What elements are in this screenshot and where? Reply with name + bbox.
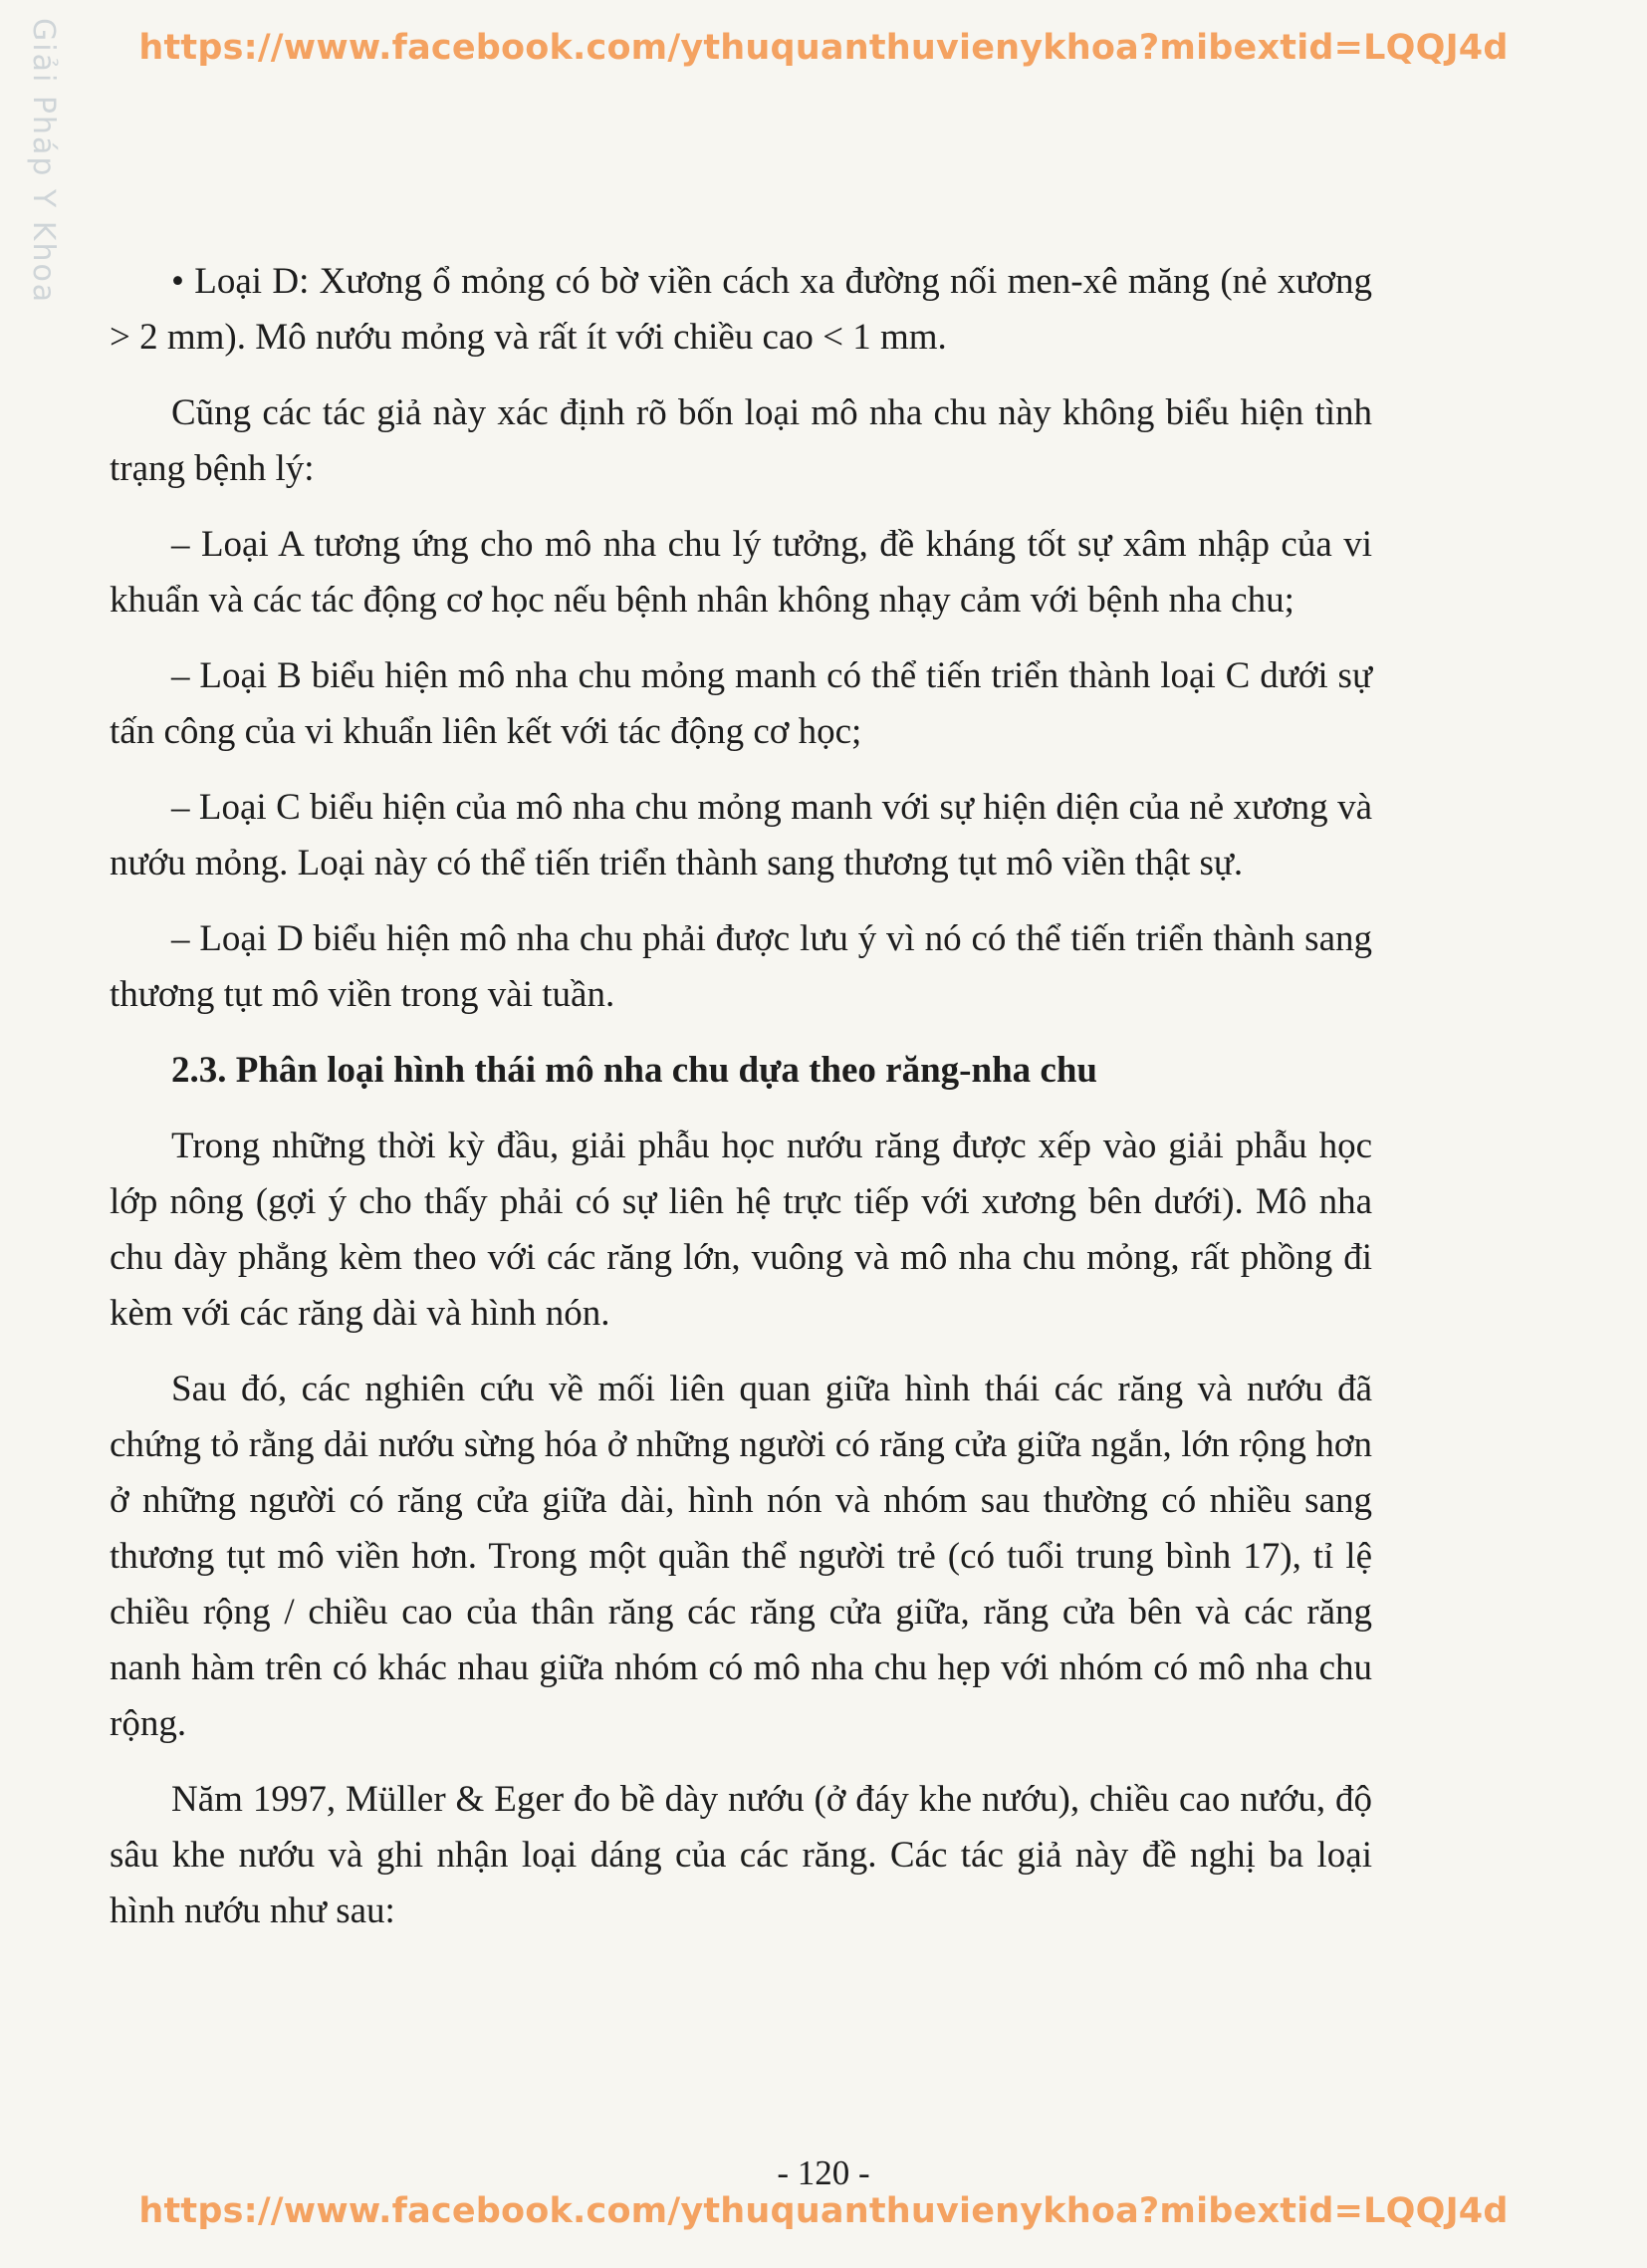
list-item-type-d: – Loại D biểu hiện mô nha chu phải được lưu ý vì nó có thể tiến triển thành sang thương tụt mô viền trong vài tuần. bbox=[110, 918, 1372, 1015]
list-item-type-b: – Loại B biểu hiện mô nha chu mỏng manh có thể tiến triển thành loại C dưới sự tấn công của vi khuẩn liên kết với tác động cơ học; bbox=[110, 655, 1372, 752]
section-heading: 2.3. Phân loại hình thái mô nha chu dựa theo răng-nha chu bbox=[171, 1050, 1097, 1091]
header-url-watermark: https://www.facebook.com/ythuquanthuvienykhoa?mibextid=LQQJ4d bbox=[138, 28, 1509, 68]
paragraph-type-d: • Loại D: Xương ổ mỏng có bờ viền cách xa đường nối men-xê măng (nẻ xương > 2 mm). Mô nướu mỏng và rất ít với chiều cao < 1 mm. bbox=[110, 261, 1372, 358]
footer-url-watermark: https://www.facebook.com/ythuquanthuvienykhoa?mibextid=LQQJ4d bbox=[138, 2191, 1509, 2231]
side-watermark: Giải Pháp Y Khoa bbox=[26, 18, 61, 305]
paragraph-authors-note: Cũng các tác giả này xác định rõ bốn loại mô nha chu này không biểu hiện tình trạng bệnh lý: bbox=[110, 392, 1372, 489]
paragraph-muller-eger: Năm 1997, Müller & Eger đo bề dày nướu (ở đáy khe nướu), chiều cao nướu, độ sâu khe nướu và ghi nhận loại dáng của các răng. Các tác giả này đề nghị ba loại hình nướu như sau: bbox=[110, 1779, 1372, 1931]
list-item-type-a: – Loại A tương ứng cho mô nha chu lý tưởng, đề kháng tốt sự xâm nhập của vi khuẩn và các tác động cơ học nếu bệnh nhân không nhạy cảm với bệnh nha chu; bbox=[110, 524, 1372, 621]
list-item-type-c: – Loại C biểu hiện của mô nha chu mỏng manh với sự hiện diện của nẻ xương và nướu mỏng. Loại này có thể tiến triển thành sang thương tụt mô viền thật sự. bbox=[110, 787, 1372, 883]
paragraph-early-anatomy: Trong những thời kỳ đầu, giải phẫu học nướu răng được xếp vào giải phẫu học lớp nông (gợi ý cho thấy phải có sự liên hệ trực tiếp với xương bên dưới). Mô nha chu dày phẳng kèm theo với các răng lớn, vuông và mô nha chu mỏng, rất phồng đi kèm với các răng dài và hình nón. bbox=[110, 1126, 1372, 1334]
page-number: - 120 - bbox=[777, 2153, 870, 2192]
paragraph-studies: Sau đó, các nghiên cứu về mối liên quan giữa hình thái các răng và nướu đã chứng tỏ rằng dải nướu sừng hóa ở những người có răng cửa giữa ngắn, lớn rộng hơn ở những người có răng cửa giữa dài, hình nón và nhóm sau thường có nhiều sang thương tụt mô viền hơn. Trong một quần thể người trẻ (có tuổi trung bình 17), tỉ lệ chiều rộng / chiều cao của thân răng các răng cửa giữa, răng cửa bên và các răng nanh hàm trên có khác nhau giữa nhóm có mô nha chu hẹp với nhóm có mô nha chu rộng. bbox=[110, 1369, 1372, 1744]
page-body bbox=[110, 254, 1372, 1959]
